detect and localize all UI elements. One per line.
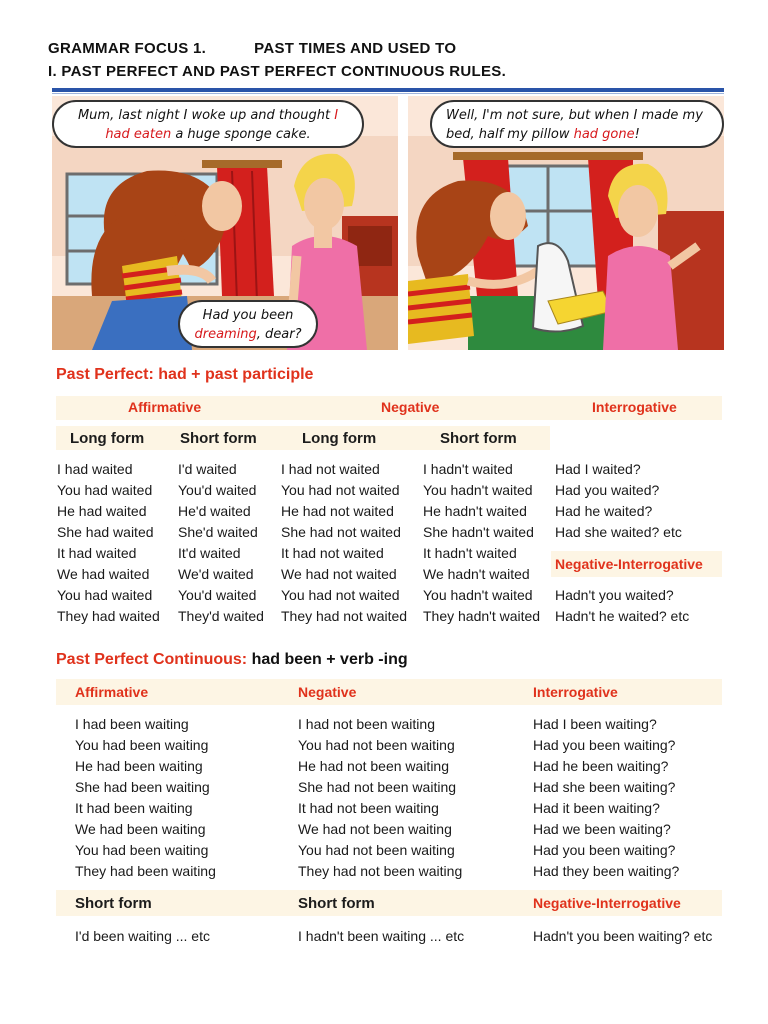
header-rule-thin (52, 93, 724, 94)
list-item: We hadn't waited (423, 566, 530, 582)
speech-bubble-girl-1 (52, 100, 364, 148)
list-item: Had it been waiting? (533, 800, 660, 816)
list-item: They hadn't waited (423, 608, 541, 624)
pp-subheader-short-2: Short form (440, 430, 517, 447)
list-item: You had waited (57, 587, 153, 603)
list-item: She had not been waiting (298, 779, 457, 795)
ppc-negative-list (298, 714, 462, 882)
bubble-text: Had you been (202, 308, 294, 323)
pp-subheader-short-1: Short form (180, 430, 257, 447)
list-item: We had waited (57, 566, 150, 582)
list-item: Had he been waiting? (533, 758, 669, 774)
ppc-header-interrogative: Interrogative (533, 684, 618, 700)
list-item: You hadn't waited (423, 482, 533, 498)
list-item: They had not waited (281, 608, 408, 624)
list-item: I had been waiting (75, 716, 189, 732)
list-item: I had not waited (281, 461, 380, 477)
ppc-short-negative: I hadn't been waiting ... etc (298, 928, 465, 944)
bubble-text-red: had gone (573, 127, 635, 142)
list-item: It'd waited (178, 545, 241, 561)
list-item: I had waited (57, 461, 133, 477)
list-item: Had I been waiting? (533, 716, 657, 732)
speech-bubble-mother-1 (178, 300, 318, 348)
list-item: She had been waiting (75, 779, 210, 795)
list-item: Had you waited? (555, 482, 660, 498)
list-item: You had waited (57, 482, 153, 498)
bubble-text: Well, I'm not sure, but when I made my (446, 108, 703, 123)
past-perfect-title (56, 366, 313, 384)
list-item: You had not waited (281, 587, 400, 603)
list-item: They had not been waiting (298, 863, 463, 879)
list-item: It had not waited (281, 545, 384, 561)
pp-affirmative-short-list (178, 459, 264, 627)
list-item: It hadn't waited (423, 545, 517, 561)
list-item: We had been waiting (75, 821, 206, 837)
ppc-short-affirmative: I'd been waiting ... etc (75, 928, 210, 944)
list-item: Had you been waiting? (533, 842, 676, 858)
list-item: Had he waited? (555, 503, 653, 519)
list-item: He had not been waiting (298, 758, 449, 774)
header-line-2: I. PAST PERFECT AND PAST PERFECT CONTINUOUS RULES. (48, 63, 507, 80)
bubble-text: bed, half my pillow (446, 127, 574, 142)
list-item: I'd waited (178, 461, 237, 477)
header-rule (52, 88, 724, 92)
ppc-short-form-title-1: Short form (75, 895, 152, 912)
list-item: He'd waited (178, 503, 251, 519)
bubble-text-red: had eaten (105, 127, 172, 142)
list-item: You had not waited (281, 482, 400, 498)
comic-panel-2 (408, 96, 724, 350)
pp-subheader-long-2: Long form (302, 430, 377, 447)
ppc-neg-interrogative-title: Negative-Interrogative (533, 895, 681, 911)
pp-affirmative-long-list (57, 459, 160, 627)
ppc-short-form-title-2: Short form (298, 895, 375, 912)
ppc-neg-interrogative: Hadn't you been waiting? etc (533, 928, 713, 944)
list-item: Hadn't he waited? etc (555, 608, 690, 624)
list-item: He hadn't waited (423, 503, 527, 519)
section-title-formula: had + past participle (153, 366, 314, 383)
list-item: You'd waited (178, 482, 257, 498)
pp-header-negative: Negative (381, 399, 440, 415)
list-item: She hadn't waited (423, 524, 534, 540)
list-item: We had not been waiting (298, 821, 452, 837)
pp-header-interrogative: Interrogative (592, 399, 677, 415)
list-item: You'd waited (178, 587, 257, 603)
header-topic: PAST TIMES AND USED TO (254, 40, 457, 57)
list-item: Had you been waiting? (533, 737, 676, 753)
list-item: She'd waited (178, 524, 258, 540)
bubble-text: , dear? (256, 327, 302, 342)
list-item: We'd waited (178, 566, 254, 582)
list-item: They had been waiting (75, 863, 216, 879)
pp-neg-interrogative-title: Negative-Interrogative (555, 556, 703, 572)
list-item: He had been waiting (75, 758, 203, 774)
list-item: He had not waited (281, 503, 394, 519)
list-item: You hadn't waited (423, 587, 533, 603)
list-item: They had waited (57, 608, 160, 624)
ppc-header-negative: Negative (298, 684, 357, 700)
bubble-text-red: dreaming (194, 327, 257, 342)
list-item: It had waited (57, 545, 137, 561)
list-item: We had not waited (281, 566, 397, 582)
list-item: Had they been waiting? (533, 863, 680, 879)
ppc-header-affirmative: Affirmative (75, 684, 149, 700)
list-item: You had not been waiting (298, 842, 455, 858)
bubble-text-red: I (334, 108, 339, 123)
section-title-red: Past Perfect: (56, 366, 154, 383)
comic-panel-1 (52, 96, 398, 350)
list-item: She had not waited (281, 524, 401, 540)
pp-neg-interrogative-list (555, 585, 689, 627)
pp-header-affirmative: Affirmative (128, 399, 202, 415)
list-item: I hadn't waited (423, 461, 513, 477)
past-perfect-continuous-title (56, 651, 408, 669)
pp-interrogative-list (555, 459, 682, 543)
list-item: Hadn't you waited? (555, 587, 674, 603)
list-item: You had been waiting (75, 842, 209, 858)
list-item: I had not been waiting (298, 716, 435, 732)
pp-negative-short-list (423, 459, 540, 627)
bubble-text: Mum, last night I woke up and thought (77, 108, 335, 123)
ppc-interrogative-list (533, 714, 679, 882)
header-band (56, 679, 722, 705)
bubble-text: ! (634, 127, 640, 142)
bubble-text: a huge sponge cake. (171, 127, 311, 142)
header-line-1 (48, 40, 456, 57)
pp-subheader-long-1: Long form (70, 430, 145, 447)
ppc-affirmative-list (75, 714, 216, 882)
header-grammar-focus: GRAMMAR FOCUS 1. (48, 40, 207, 57)
list-item: It had been waiting (75, 800, 193, 816)
list-item: Had I waited? (555, 461, 641, 477)
section-title-red: Past Perfect Continuous: (56, 651, 248, 668)
speech-bubble-girl-2 (430, 100, 724, 148)
list-item: You had not been waiting (298, 737, 455, 753)
list-item: Had she waited? etc (555, 524, 682, 540)
list-item: Had we been waiting? (533, 821, 671, 837)
list-item: She had waited (57, 524, 154, 540)
list-item: They'd waited (178, 608, 264, 624)
pp-negative-long-list (281, 459, 407, 627)
list-item: He had waited (57, 503, 147, 519)
list-item: You had been waiting (75, 737, 209, 753)
list-item: Had she been waiting? (533, 779, 676, 795)
section-title-formula: had been + verb -ing (247, 651, 408, 668)
list-item: It had not been waiting (298, 800, 439, 816)
